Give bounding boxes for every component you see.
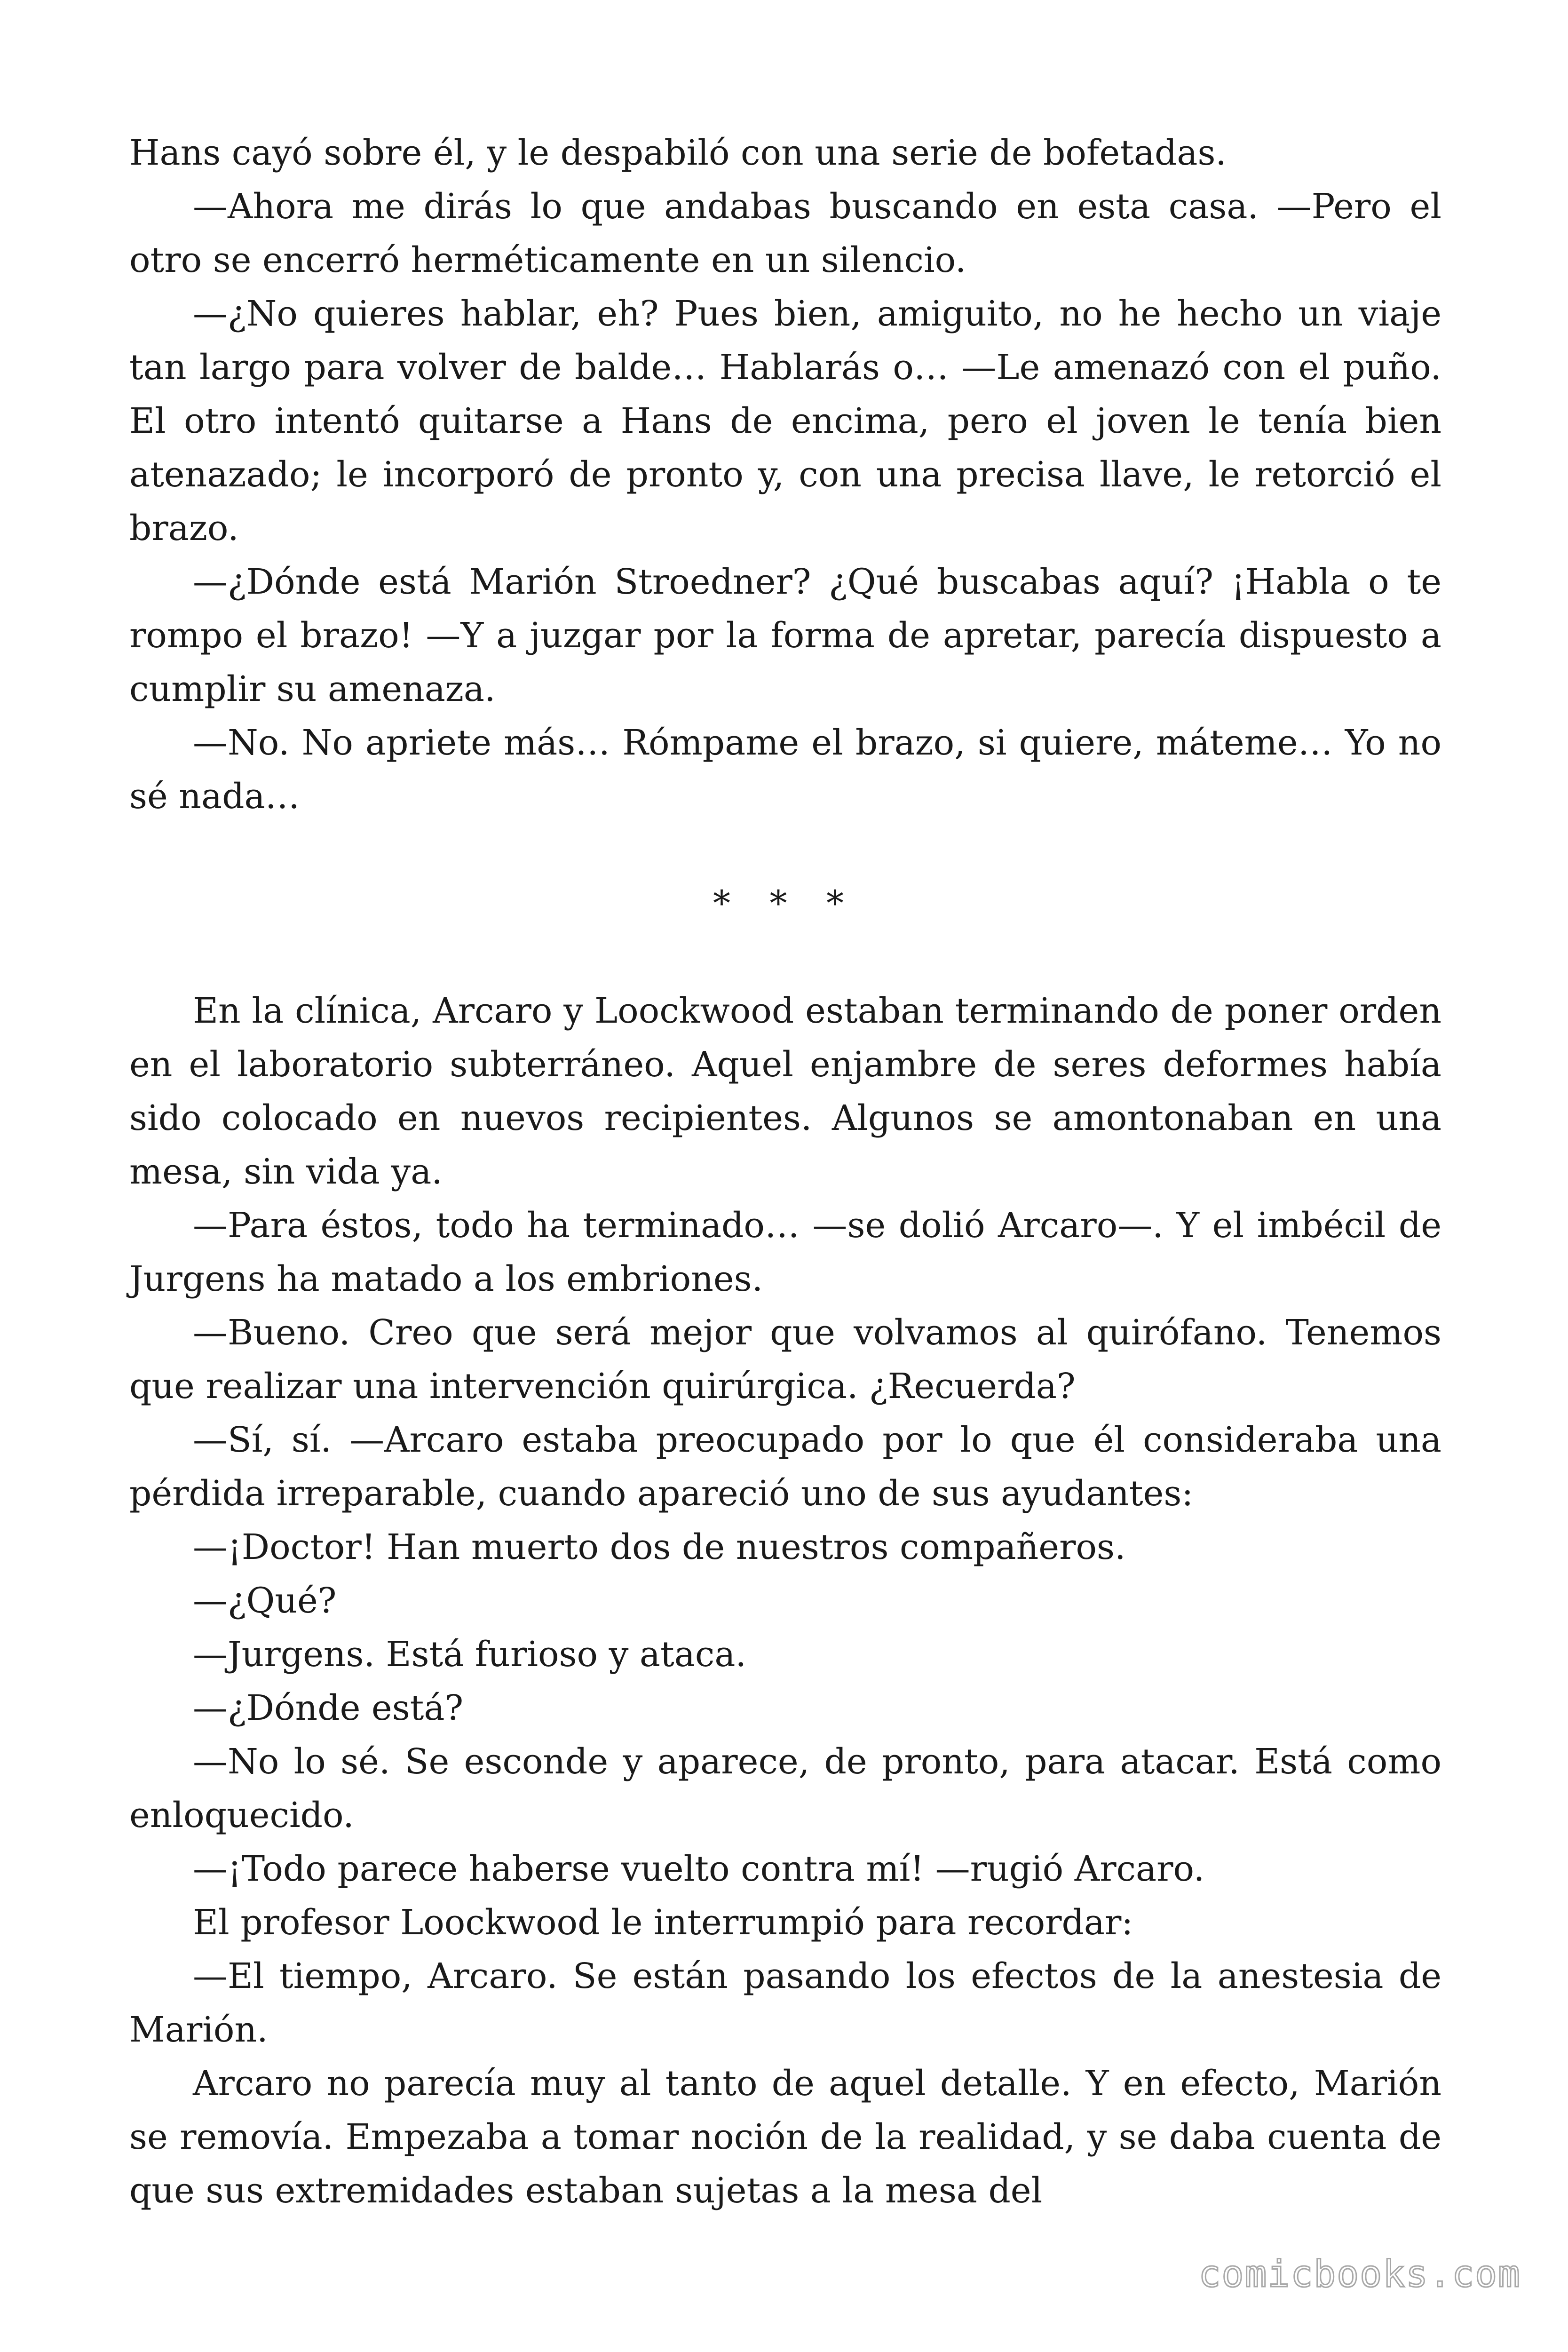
paragraph: —Para éstos, todo ha terminado… —se dolió Arcaro—. Y el imbécil de Jurgens ha matado a los embriones.: [129, 1205, 1441, 1299]
paragraph: —Sí, sí. —Arcaro estaba preocupado por lo que él consideraba una pérdida irreparable, cuando apareció uno de sus ayudantes:: [129, 1420, 1441, 1514]
watermark: comicbooks.com: [1198, 2253, 1521, 2296]
paragraph: —No. No apriete más… Rómpame el brazo, si quiere, máteme… Yo no sé nada…: [129, 723, 1441, 817]
paragraph: —¡Doctor! Han muerto dos de nuestros compañeros.: [193, 1527, 1126, 1567]
paragraph: —¿No quieres hablar, eh? Pues bien, amiguito, no he hecho un viaje tan largo para volver de balde… Hablarás o… —Le amenazó con el puño. El otro intentó quitarse a Hans de encima, pero el joven le tenía bien atenazado; le incorporó de pronto y, con una precisa llave, le retorció el brazo.: [129, 294, 1441, 548]
paragraph: —Ahora me dirás lo que andabas buscando en esta casa. —Pero el otro se encerró herméticamente en un silencio.: [129, 186, 1441, 280]
paragraph: Arcaro no parecía muy al tanto de aquel detalle. Y en efecto, Marión se removía. Empezaba a tomar noción de la realidad, y se daba cuenta de que sus extremidades estaban sujetas a la mesa del: [129, 2063, 1441, 2211]
paragraph: Hans cayó sobre él, y le despabiló con una serie de bofetadas.: [129, 133, 1227, 173]
paragraph: En la clínica, Arcaro y Loockwood estaban terminando de poner orden en el laboratorio subterráneo. Aquel enjambre de seres deformes había sido colocado en nuevos recipientes. Algunos se amontonaban en una mesa, sin vida ya.: [129, 991, 1441, 1192]
page-text: [129, 126, 1441, 2217]
paragraph: —¿Dónde está?: [193, 1688, 464, 1728]
paragraph: —¿Qué?: [193, 1581, 337, 1621]
paragraph: —No lo sé. Se esconde y aparece, de pronto, para atacar. Está como enloquecido.: [129, 1741, 1441, 1836]
paragraph: —Jurgens. Está furioso y ataca.: [193, 1634, 746, 1675]
paragraph: —El tiempo, Arcaro. Se están pasando los efectos de la anestesia de Marión.: [129, 1956, 1441, 2050]
paragraph: —¿Dónde está Marión Stroedner? ¿Qué buscabas aquí? ¡Habla o te rompo el brazo! —Y a juzgar por la forma de apretar, parecía dispuesto a cumplir su amenaza.: [129, 562, 1441, 709]
paragraph: —¡Todo parece haberse vuelto contra mí! —rugió Arcaro.: [193, 1849, 1205, 1889]
paragraph: El profesor Loockwood le interrumpió para recordar:: [193, 1902, 1133, 1943]
paragraph: —Bueno. Creo que será mejor que volvamos al quirófano. Tenemos que realizar una intervención quirúrgica. ¿Recuerda?: [129, 1312, 1441, 1406]
scene-separator: * * *: [713, 883, 858, 924]
